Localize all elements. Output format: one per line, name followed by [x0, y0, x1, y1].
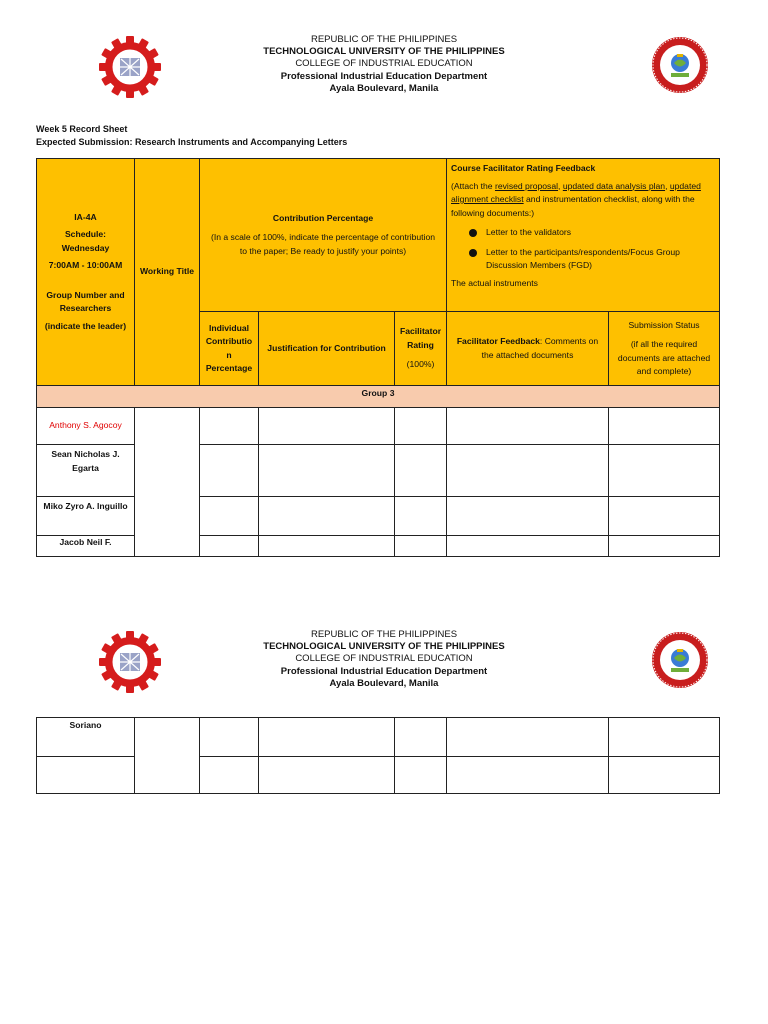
- submission-note: (if all the required documents are attached and complete): [617, 339, 711, 376]
- feedback-title: Course Facilitator Rating Feedback: [451, 163, 596, 173]
- actual-instruments: The actual instruments: [451, 277, 538, 288]
- individual-contribution-header: Individual Contributio n Percentage: [200, 312, 259, 386]
- bullet-item: [469, 246, 716, 273]
- bullet-icon: [469, 249, 477, 257]
- table-cell: [395, 497, 447, 536]
- table-cell: [259, 536, 395, 557]
- table-cell: [259, 757, 395, 794]
- contribution-header: [200, 159, 447, 312]
- header-department: Professional Industrial Education Department: [280, 665, 488, 677]
- group-header-cell: [37, 159, 135, 386]
- page-header: [0, 629, 768, 709]
- header-college: COLLEGE OF INDUSTRIAL EDUCATION: [295, 653, 473, 665]
- header-college: COLLEGE OF INDUSTRIAL EDUCATION: [295, 58, 473, 70]
- attach-sep: ,: [558, 180, 563, 191]
- bullet-icon: [469, 229, 477, 237]
- table-cell: [447, 536, 609, 557]
- schedule-label: Schedule:: [64, 229, 107, 240]
- table-cell: [395, 718, 447, 757]
- working-title-cell: [135, 718, 200, 794]
- facilitator-feedback-header: [447, 312, 609, 386]
- table-cell: [447, 757, 609, 794]
- facilitator-rating-label: Facilitator Rating: [399, 326, 442, 350]
- cie-circular-seal-icon: [651, 631, 709, 689]
- group-label: Group Number and Researchers: [46, 289, 125, 314]
- group-row: Group 3: [37, 386, 720, 408]
- table-cell: [200, 536, 259, 557]
- page-header: [0, 34, 768, 114]
- table-cell: [395, 536, 447, 557]
- table-cell: [609, 445, 720, 497]
- feedback-header: [447, 159, 720, 312]
- table-cell: [259, 718, 395, 757]
- submission-status-label: Submission Status: [628, 319, 700, 330]
- table-cell: [609, 718, 720, 757]
- table-cell: [200, 718, 259, 757]
- bullet-validators: Letter to the validators: [486, 227, 572, 237]
- table-cell: [609, 497, 720, 536]
- table-cell: [259, 408, 395, 445]
- week-record-title: Week 5 Record Sheet: [36, 124, 128, 134]
- header-address: Ayala Boulevard, Manila: [329, 677, 439, 689]
- contribution-desc: (In a scale of 100%, indicate the percentage of contribution to the paper; Be ready to justify your points): [210, 232, 436, 256]
- table-cell: [259, 445, 395, 497]
- header-republic: REPUBLIC OF THE PHILIPPINES: [310, 629, 458, 640]
- header-republic: REPUBLIC OF THE PHILIPPINES: [310, 34, 458, 45]
- attach-sep: ,: [665, 180, 670, 191]
- member-name: Miko Zyro A. Inguillo: [37, 497, 135, 536]
- contribution-title: Contribution Percentage: [272, 212, 374, 223]
- working-title-cell: [135, 408, 200, 557]
- continuation-table: [36, 717, 720, 794]
- member-name-continued: Soriano: [37, 718, 135, 757]
- table-cell: [447, 497, 609, 536]
- member-leader: Anthony S. Agocoy: [37, 408, 135, 445]
- justification-header: Justification for Contribution: [259, 312, 395, 386]
- table-cell: [447, 718, 609, 757]
- table-cell: [447, 445, 609, 497]
- header-address: Ayala Boulevard, Manila: [329, 82, 439, 94]
- header-department: Professional Industrial Education Department: [280, 70, 488, 82]
- revised-proposal-link: revised proposal: [494, 180, 559, 191]
- table-cell: [609, 408, 720, 445]
- attach-prefix: (Attach the: [451, 180, 495, 191]
- rating-scale: (100%): [406, 359, 435, 370]
- table-cell: [259, 497, 395, 536]
- schedule-day: Wednesday: [61, 242, 110, 253]
- table-cell: [609, 757, 720, 794]
- schedule-time: 7:00AM - 10:00AM: [48, 260, 123, 271]
- section-code: IA-4A: [74, 211, 97, 222]
- table-cell: [200, 757, 259, 794]
- working-title-header: Working Title: [135, 159, 200, 386]
- table-cell: [447, 408, 609, 445]
- attach-instructions: [451, 180, 716, 221]
- record-table: [36, 158, 720, 557]
- tup-gear-seal-icon: [99, 36, 161, 98]
- header-university: TECHNOLOGICAL UNIVERSITY OF THE PHILIPPINES: [263, 46, 505, 58]
- data-analysis-link: updated data analysis plan: [562, 180, 666, 191]
- header-university: TECHNOLOGICAL UNIVERSITY OF THE PHILIPPINES: [263, 641, 505, 653]
- table-cell: [37, 757, 135, 794]
- table-cell: [200, 497, 259, 536]
- attach-suffix: and instrumentation checklist, along with the following documents:): [451, 194, 695, 218]
- table-cell: [200, 445, 259, 497]
- submission-status-header: [609, 312, 720, 386]
- table-cell: [609, 536, 720, 557]
- bullet-item: [469, 226, 716, 240]
- member-name: Sean Nicholas J. Egarta: [37, 445, 135, 497]
- table-cell: [395, 757, 447, 794]
- alignment-checklist-link: updated alignment checklist: [451, 180, 701, 204]
- cie-circular-seal-icon: [651, 36, 709, 94]
- leader-note: (indicate the leader): [44, 320, 127, 331]
- expected-submission: Expected Submission: Research Instruments and Accompanying Letters: [36, 137, 348, 147]
- member-name: Jacob Neil F.: [37, 536, 135, 557]
- table-cell: [200, 408, 259, 445]
- table-row: [37, 718, 720, 757]
- bullet-participants: Letter to the participants/respondents/Focus Group Discussion Members (FGD): [486, 246, 680, 270]
- table-row: [37, 408, 720, 445]
- tup-gear-seal-icon: [99, 631, 161, 693]
- table-cell: [395, 408, 447, 445]
- record-meta: [36, 123, 347, 149]
- facilitator-feedback-bold: Facilitator Feedback: [456, 336, 540, 346]
- table-cell: [395, 445, 447, 497]
- facilitator-feedback-rest: : Comments on the attached documents: [481, 336, 599, 360]
- facilitator-rating-header: [395, 312, 447, 386]
